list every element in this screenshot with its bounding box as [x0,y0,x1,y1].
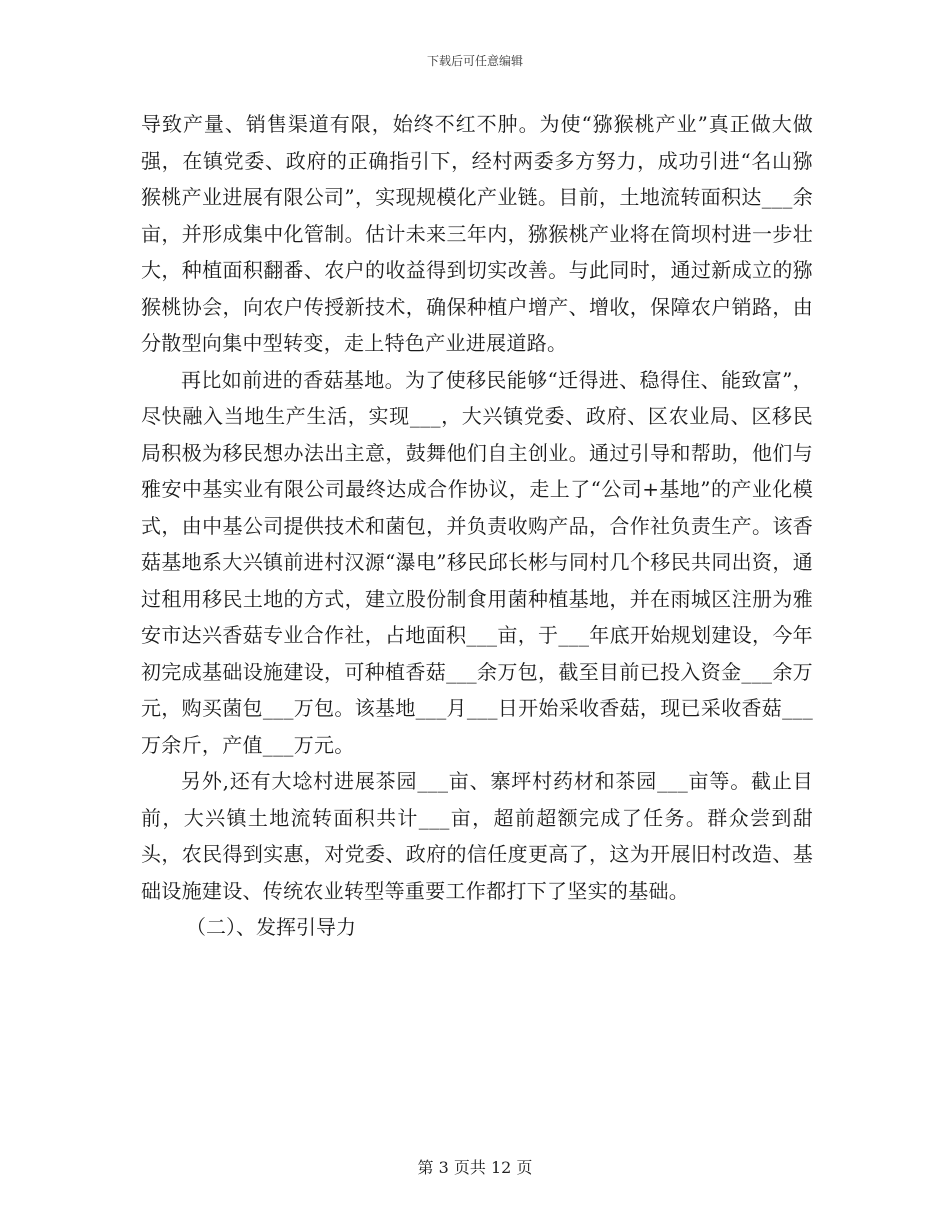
section-heading: （二）、发挥引导力 [186,915,356,939]
page-header: 下载后可任意编辑 [426,54,523,68]
page-number: 第 3 页共 12 页 [417,1158,533,1177]
paragraph-mushroom-base: 再比如前进的香菇基地。为了使移民能够“迁得进、稳得住、能致富”，尽快融入当地生产生活，实现___，大兴镇党委、政府、区农业局、区移民局积极为移民想办法出主意，鼓舞他们自主创业。通过引导和帮助，他们与雅安中基实业有限公司最终达成合作协议，走上了“公司+基地”的产业化模式，由中基公司提供技术和菌包，并负责收购产品，合作社负责生产。该香菇基地系大兴镇前进村汉源“瀑电”移民邱长彬与同村几个移民共同出资，通过租用移民土地的方式，建立股份制食用菌种植基地，并在雨城区注册为雅安市达兴香菇专业合作社，占地面积___亩，于___年底开始规划建设，今年初完成基础设施建设，可种植香菇___余万包，截至目前已投入资金___余万元，购买菌包___万包。该基地___月___日开始采收香菇，现已采收香菇___万余斤，产值___万元。 [141,367,813,757]
paragraph-land-transfer: 另外,还有大埝村进展茶园___亩、寨坪村药材和茶园___亩等。截止目前，大兴镇土地流转面积共计___亩，超前超额完成了任务。群众尝到甜头，农民得到实惠，对党委、政府的信任度更高了，这为开展旧村改造、基础设施建设、传统农业转型等重要工作都打下了坚实的基础。 [141,769,813,903]
paragraph-kiwi-industry: 导致产量、销售渠道有限，始终不红不肿。为使“猕猴桃产业”真正做大做强，在镇党委、政府的正确指引下，经村两委多方努力，成功引进“名山猕猴桃产业进展有限公司”，实现规模化产业链。目前，土地流转面积达___余亩，并形成集中化管制。估计未来三年内，猕猴桃产业将在筒坝村进一步壮大，种植面积翻番、农户的收益得到切实改善。与此同时，通过新成立的猕猴桃协会，向农户传授新技术，确保种植户增产、增收，保障农户销路，由分散型向集中型转变，走上特色产业进展道路。 [141,112,813,355]
document-body [141,106,813,946]
